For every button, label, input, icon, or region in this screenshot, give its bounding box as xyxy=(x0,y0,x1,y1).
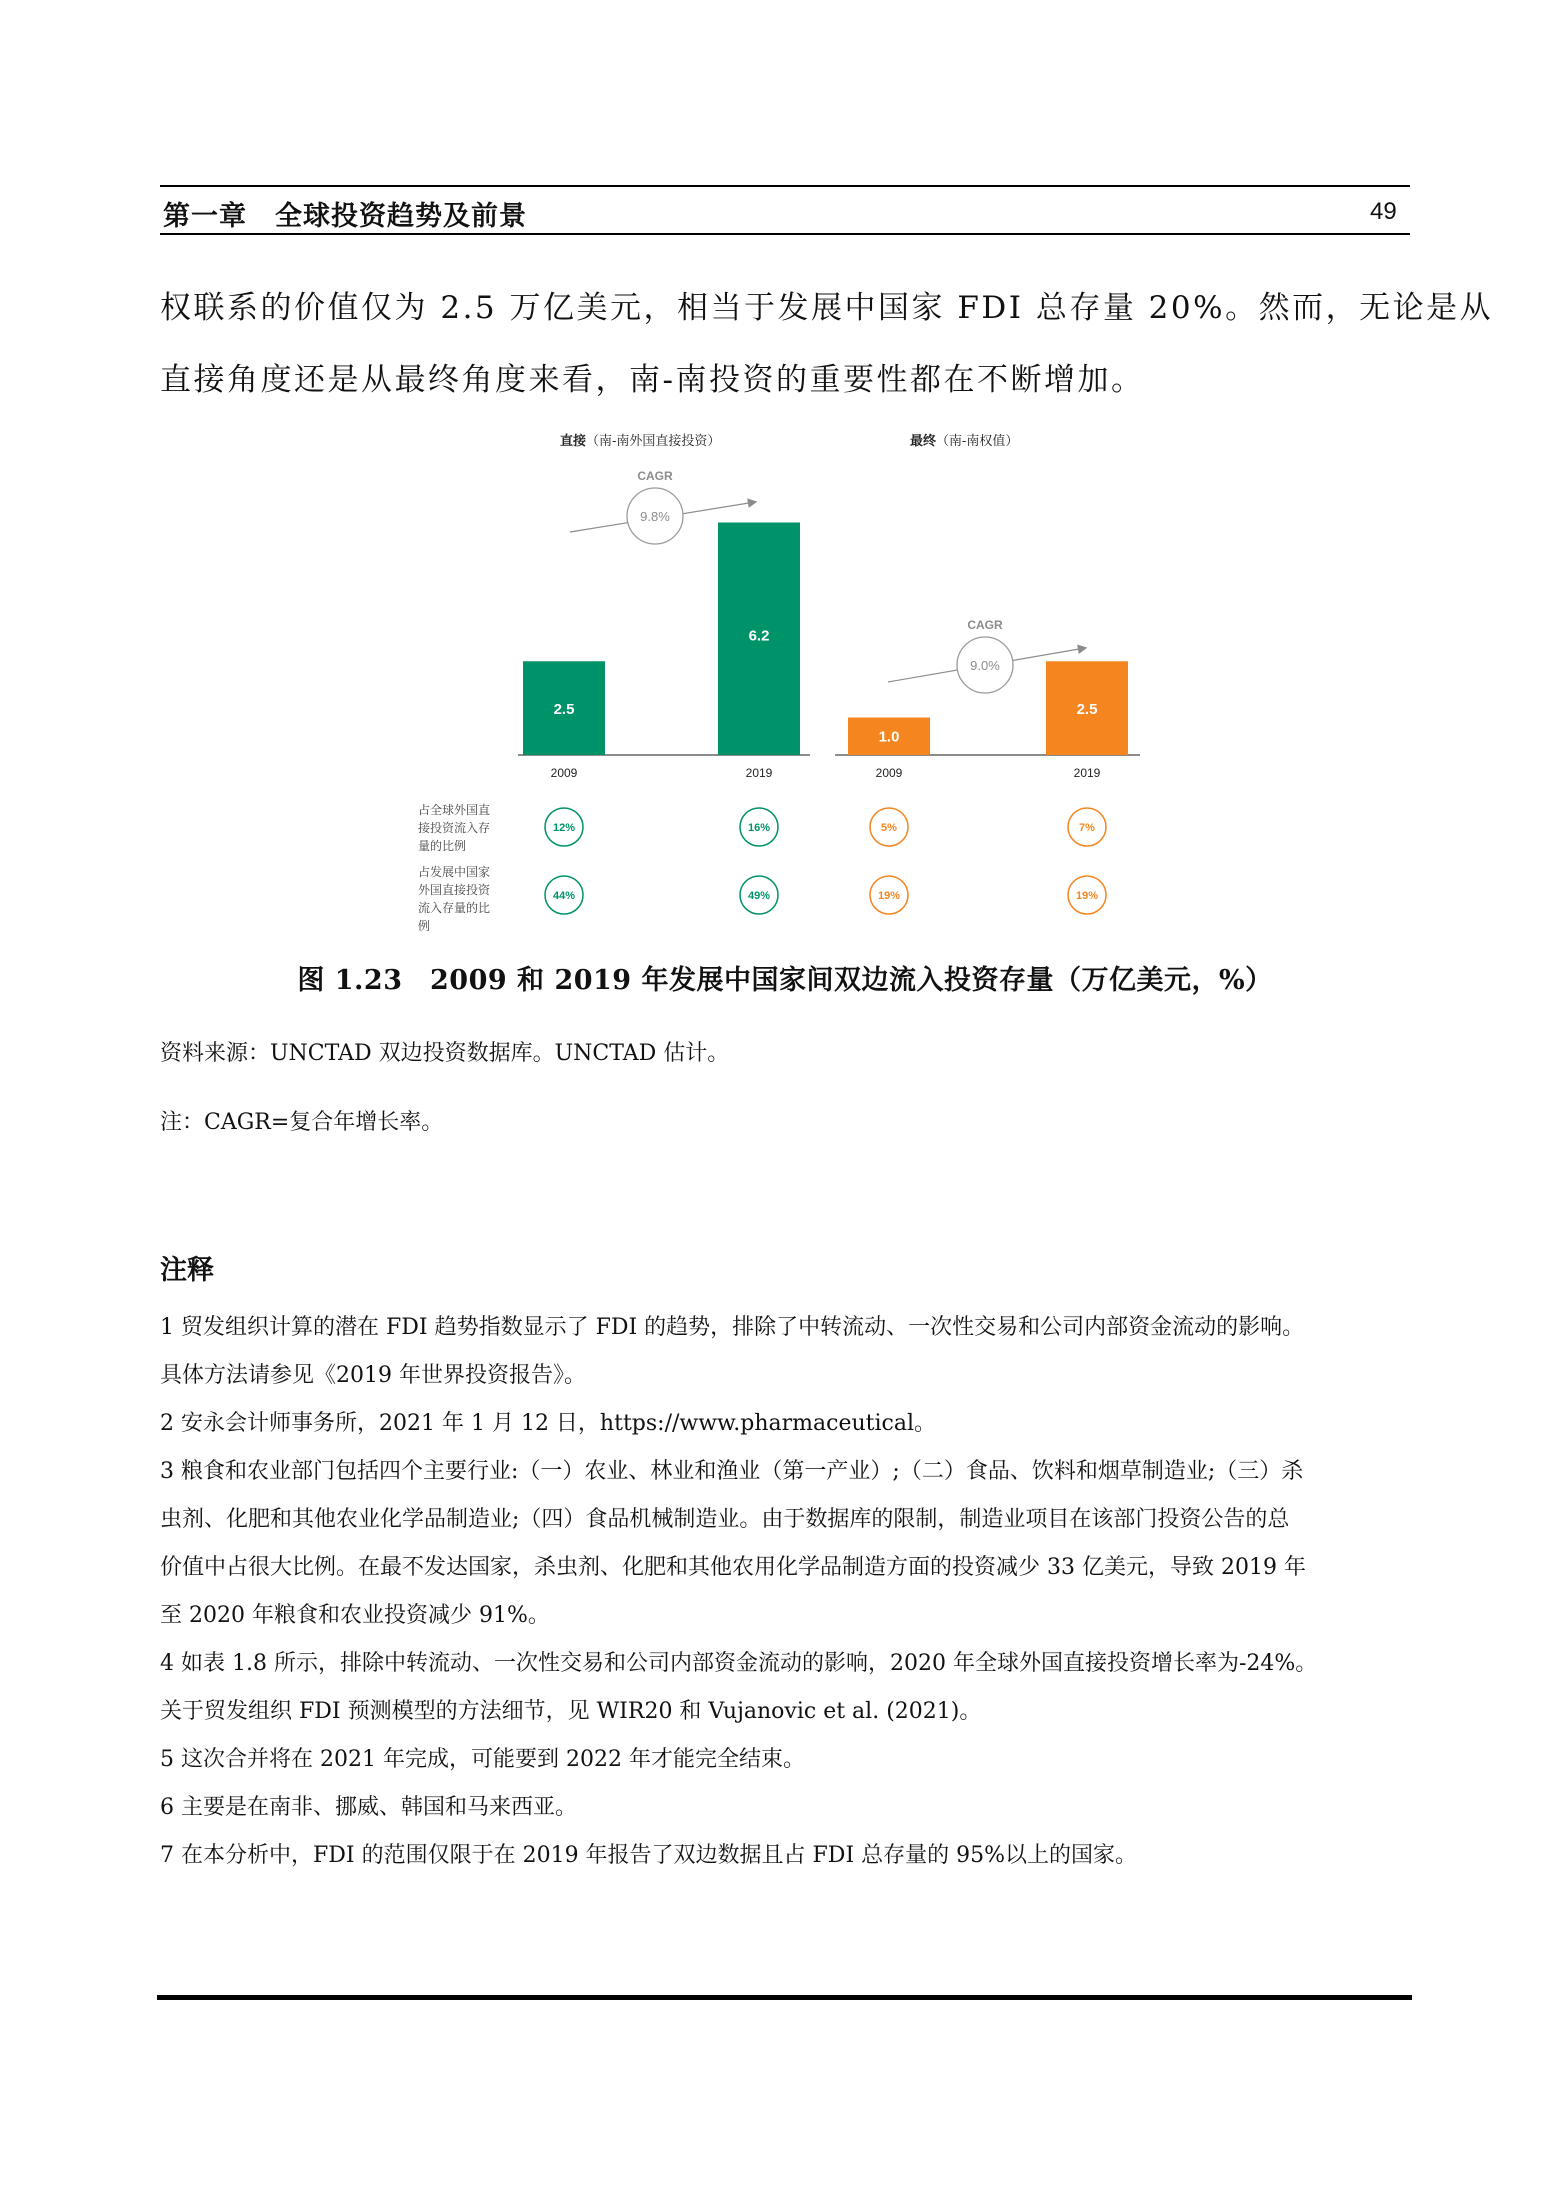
row-label-developing: 占发展中国家 xyxy=(418,865,491,879)
share-world-value: 12% xyxy=(552,822,576,834)
bar-value-label: 2.5 xyxy=(553,701,575,719)
page-number: 49 xyxy=(1370,198,1397,225)
footer-rule xyxy=(157,1995,1412,2000)
x-tick-label: 2019 xyxy=(1073,766,1101,780)
share-developing-value: 49% xyxy=(747,890,771,902)
x-tick-label: 2009 xyxy=(875,766,903,780)
footnote-line: 7 在本分析中，FDI 的范围仅限于在 2019 年报告了双边数据且占 FDI 总存量的 95%以上的国家。 xyxy=(160,1843,1138,1868)
footnote-line: 6 主要是在南非、挪威、韩国和马来西亚。 xyxy=(160,1795,577,1820)
bar-value-label: 2.5 xyxy=(1076,701,1098,719)
footnote-line: 虫剂、化肥和其他农业化学品制造业;（四）食品机械制造业。由于数据库的限制，制造业项目在该部门投资公告的总 xyxy=(160,1507,1290,1532)
chart-svg xyxy=(400,420,1160,940)
footnote-line: 2 安永会计师事务所，2021 年 1 月 12 日，https://www.pharmaceutical。 xyxy=(160,1411,936,1436)
panel-title xyxy=(560,433,720,449)
cagr-note: 注：CAGR=复合年增长率。 xyxy=(160,1110,444,1135)
panel-title xyxy=(910,433,1018,449)
body-text-line: 直接角度还是从最终角度来看，南-南投资的重要性都在不断增加。 xyxy=(160,362,1145,398)
row-label-world: 接投资流入存 xyxy=(418,821,491,835)
footnote-line: 5 这次合并将在 2021 年完成，可能要到 2022 年才能完全结束。 xyxy=(160,1747,805,1772)
figure-caption: 图 1.23 2009 和 2019 年发展中国家间双边流入投资存量（万亿美元，%） xyxy=(297,965,1273,996)
x-tick-label: 2019 xyxy=(745,766,773,780)
row-label-world: 占全球外国直 xyxy=(418,803,491,817)
footnote-line: 4 如表 1.8 所示，排除中转流动、一次性交易和公司内部资金流动的影响，2020 年全球外国直接投资增长率为-24%。 xyxy=(160,1651,1318,1676)
bar-value-label: 6.2 xyxy=(748,627,770,645)
row-label-developing: 流入存量的比 xyxy=(418,901,491,915)
cagr-label: CAGR xyxy=(967,618,1003,632)
share-developing-value: 19% xyxy=(877,890,901,902)
cagr-value: 9.8% xyxy=(640,509,670,524)
share-developing-value: 44% xyxy=(552,890,576,902)
header-rule-top xyxy=(160,185,1410,187)
chapter-title: 第一章 全球投资趋势及前景 xyxy=(163,201,527,232)
footnote-line: 关于贸发组织 FDI 预测模型的方法细节，见 WIR20 和 Vujanovic et al. (2021)。 xyxy=(160,1699,982,1724)
body-text-line: 权联系的价值仅为 2.5 万亿美元，相当于发展中国家 FDI 总存量 20%。然而，无论是从 xyxy=(160,290,1494,326)
share-world-value: 16% xyxy=(747,822,771,834)
notes-heading: 注释 xyxy=(160,1255,214,1286)
footnote-line: 至 2020 年粮食和农业投资减少 91%。 xyxy=(160,1603,550,1628)
share-world-value: 5% xyxy=(881,822,897,834)
row-label-developing: 外国直接投资 xyxy=(418,883,491,897)
panel-title-rest: （南-南外国直接投资） xyxy=(586,434,721,449)
share-developing-value: 19% xyxy=(1075,890,1099,902)
row-label-world: 量的比例 xyxy=(418,839,467,853)
cagr-value: 9.0% xyxy=(970,658,1000,673)
panel-title-bold: 直接 xyxy=(560,434,587,449)
cagr-label: CAGR xyxy=(637,469,673,483)
source-note: 资料来源：UNCTAD 双边投资数据库。UNCTAD 估计。 xyxy=(160,1041,730,1066)
footnote-line: 具体方法请参见《2019 年世界投资报告》。 xyxy=(160,1363,586,1388)
row-label-developing: 例 xyxy=(418,919,431,933)
panel-title-rest: （南-南权值） xyxy=(936,434,1019,449)
footnote-line: 3 粮食和农业部门包括四个主要行业:（一）农业、林业和渔业（第一产业）;（二）食品、饮料和烟草制造业;（三）杀 xyxy=(160,1459,1304,1484)
figure-chart xyxy=(400,420,1160,940)
footnote-line: 价值中占很大比例。在最不发达国家，杀虫剂、化肥和其他农用化学品制造方面的投资减少 33 亿美元，导致 2019 年 xyxy=(160,1555,1306,1580)
panel-title-bold: 最终 xyxy=(910,434,937,449)
bar-value-label: 1.0 xyxy=(878,728,900,746)
x-tick-label: 2009 xyxy=(550,766,578,780)
share-world-value: 7% xyxy=(1079,822,1095,834)
footnote-line: 1 贸发组织计算的潜在 FDI 趋势指数显示了 FDI 的趋势，排除了中转流动、一次性交易和公司内部资金流动的影响。 xyxy=(160,1315,1305,1340)
header-rule-bottom xyxy=(160,233,1410,235)
